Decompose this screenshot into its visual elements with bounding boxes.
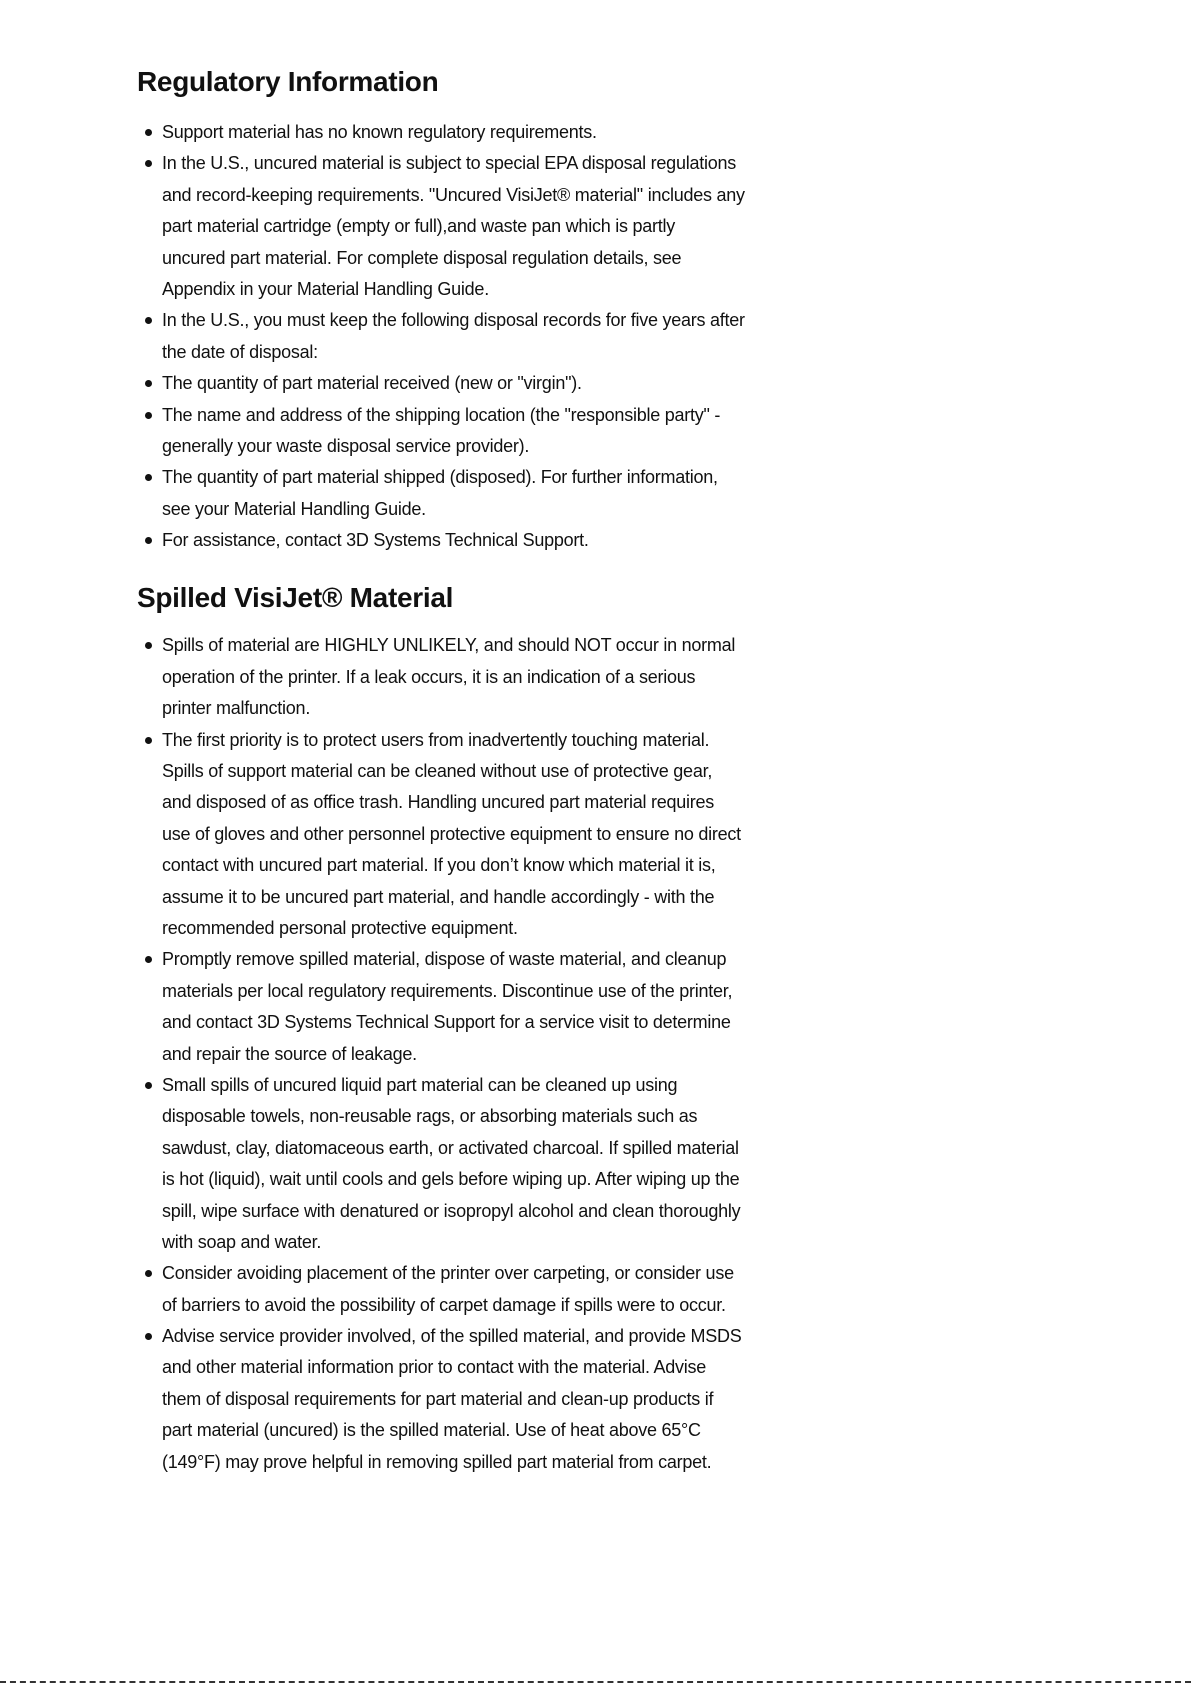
list-item-text-line: and disposed of as office trash. Handling uncured part material requires xyxy=(162,792,714,813)
list-item-text-line: The quantity of part material shipped (disposed). For further information, xyxy=(162,467,718,488)
bullet-icon xyxy=(145,642,152,649)
list-item-text-line: contact with uncured part material. If you don’t know which material it is, xyxy=(162,855,716,876)
list-item xyxy=(137,305,837,368)
list-item-text-line: part material cartridge (empty or full),and waste pan which is partly xyxy=(162,216,675,237)
section-heading-spilled-material: Spilled VisiJet® Material xyxy=(137,582,454,614)
bullet-icon xyxy=(145,474,152,481)
bullet-icon xyxy=(145,129,152,136)
list-item-text-line: uncured part material. For complete disposal regulation details, see xyxy=(162,247,682,268)
list-item-text-line: In the U.S., you must keep the following disposal records for five years after xyxy=(162,310,745,331)
list-item-text-line: them of disposal requirements for part material and clean-up products if xyxy=(162,1388,714,1409)
spilled-material-bullet-list xyxy=(137,630,837,1478)
list-item-text-line: In the U.S., uncured material is subject to special EPA disposal regulations xyxy=(162,153,736,174)
list-item-text-line: see your Material Handling Guide. xyxy=(162,498,426,519)
list-item-text-line: and repair the source of leakage. xyxy=(162,1043,417,1064)
bullet-icon xyxy=(145,380,152,387)
list-item-text-line: the date of disposal: xyxy=(162,341,318,362)
bullet-icon xyxy=(145,160,152,167)
list-item xyxy=(137,525,837,556)
section-heading-regulatory: Regulatory Information xyxy=(137,66,439,97)
list-item-text-line: disposable towels, non-reusable rags, or absorbing materials such as xyxy=(162,1106,698,1127)
bullet-icon xyxy=(145,317,152,324)
list-item xyxy=(137,400,837,463)
list-item-text-line: of barriers to avoid the possibility of carpet damage if spills were to occur. xyxy=(162,1294,726,1315)
list-item-text-line: Appendix in your Material Handling Guide. xyxy=(162,278,489,299)
list-item-text-line: Spills of support material can be cleaned without use of protective gear, xyxy=(162,761,713,782)
list-item-text-line: is hot (liquid), wait until cools and gels before wiping up. After wiping up the xyxy=(162,1169,740,1190)
bullet-icon xyxy=(145,956,152,963)
list-item-text-line: The first priority is to protect users from inadvertently touching material. xyxy=(162,729,710,750)
page-break-divider xyxy=(0,1681,1191,1683)
list-item-text-line: materials per local regulatory requirements. Discontinue use of the printer, xyxy=(162,980,733,1001)
list-item-text-line: part material (uncured) is the spilled material. Use of heat above 65°C xyxy=(162,1420,701,1441)
list-item-text-line: Advise service provider involved, of the spilled material, and provide MSDS xyxy=(162,1326,742,1347)
list-item-text-line: and other material information prior to contact with the material. Advise xyxy=(162,1357,707,1378)
bullet-icon xyxy=(145,412,152,419)
list-item xyxy=(137,117,837,148)
list-item-text-line: generally your waste disposal service provider). xyxy=(162,435,530,456)
list-item-text-line: Small spills of uncured liquid part material can be cleaned up using xyxy=(162,1074,678,1095)
list-item-text-line: spill, wipe surface with denatured or isopropyl alcohol and clean thoroughly xyxy=(162,1200,741,1221)
list-item-text-line: with soap and water. xyxy=(162,1231,322,1252)
list-item-text-line: and contact 3D Systems Technical Support for a service visit to determine xyxy=(162,1012,731,1033)
list-item-text-line: use of gloves and other personnel protective equipment to ensure no direct xyxy=(162,823,741,844)
list-item xyxy=(137,462,837,525)
bullet-icon xyxy=(145,537,152,544)
list-item-text-line: recommended personal protective equipment. xyxy=(162,917,518,938)
list-item-text-line: The quantity of part material received (new or "virgin"). xyxy=(162,373,582,394)
list-item xyxy=(137,1070,837,1258)
regulatory-bullet-list xyxy=(137,117,837,556)
list-item-text-line: Spills of material are HIGHLY UNLIKELY, and should NOT occur in normal xyxy=(162,635,736,656)
list-item xyxy=(137,1321,837,1478)
list-item-text-line: The name and address of the shipping location (the "responsible party" - xyxy=(162,404,721,425)
bullet-icon xyxy=(145,1270,152,1277)
list-item-text-line: and record-keeping requirements. "Uncured VisiJet® material" includes any xyxy=(162,184,745,205)
list-item-text-line: operation of the printer. If a leak occurs, it is an indication of a serious xyxy=(162,666,696,687)
list-item xyxy=(137,148,837,305)
bullet-icon xyxy=(145,1082,152,1089)
list-item xyxy=(137,1258,837,1321)
list-item-text-line: (149°F) may prove helpful in removing spilled part material from carpet. xyxy=(162,1451,712,1472)
bullet-icon xyxy=(145,737,152,744)
list-item-text-line: sawdust, clay, diatomaceous earth, or activated charcoal. If spilled material xyxy=(162,1137,739,1158)
list-item xyxy=(137,368,837,399)
list-item-text-line: Consider avoiding placement of the printer over carpeting, or consider use xyxy=(162,1263,734,1284)
list-item-text-line: For assistance, contact 3D Systems Technical Support. xyxy=(162,530,589,551)
list-item xyxy=(137,725,837,945)
list-item-text-line: printer malfunction. xyxy=(162,698,311,719)
document-page xyxy=(137,62,837,1478)
list-item-text-line: assume it to be uncured part material, and handle accordingly - with the xyxy=(162,886,715,907)
list-item-text-line: Support material has no known regulatory requirements. xyxy=(162,122,597,142)
list-item xyxy=(137,944,837,1070)
list-item xyxy=(137,630,837,724)
bullet-icon xyxy=(145,1333,152,1340)
list-item-text-line: Promptly remove spilled material, dispose of waste material, and cleanup xyxy=(162,949,727,970)
